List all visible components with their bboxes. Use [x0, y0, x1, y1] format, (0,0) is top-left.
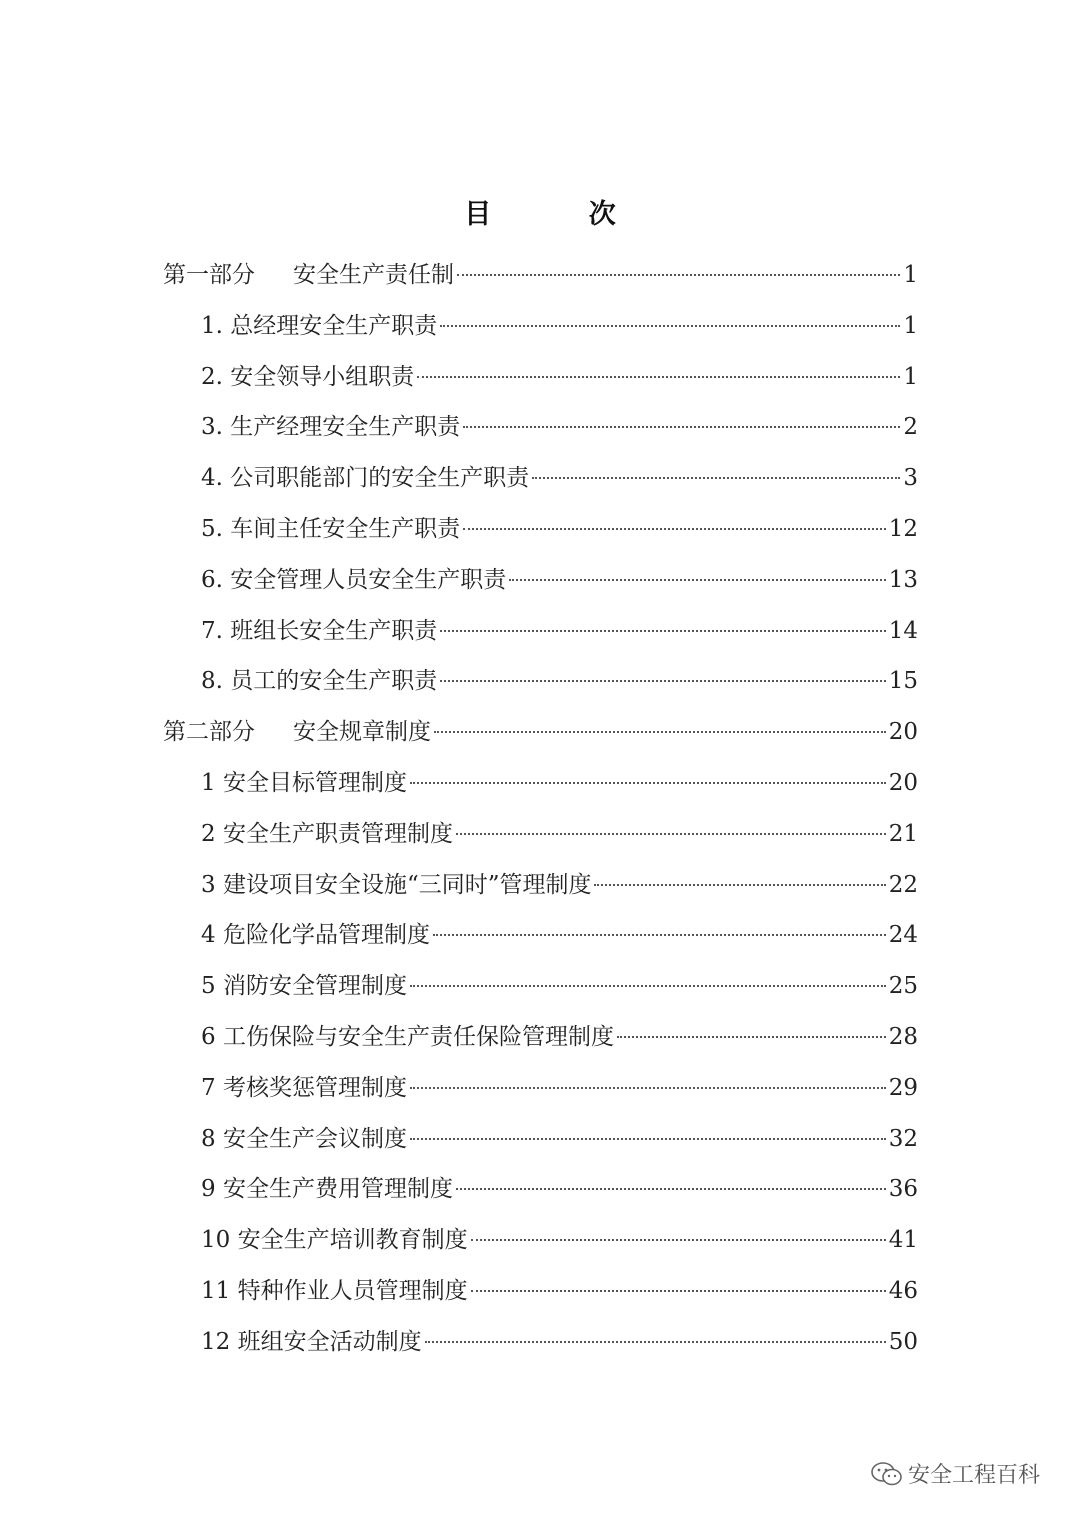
toc-entry-title: 10 安全生产培训教育制度	[201, 1227, 468, 1254]
toc-entry-label	[201, 961, 407, 1012]
toc-entry-title: 3. 生产经理安全生产职责	[201, 414, 461, 441]
toc-entry-label	[163, 707, 431, 758]
watermark	[870, 1458, 1040, 1489]
dot-leader	[410, 1087, 886, 1089]
toc-page-number: 3	[903, 465, 918, 492]
toc-entry-title: 7 考核奖惩管理制度	[201, 1074, 407, 1101]
dot-leader	[617, 1036, 886, 1038]
toc-entry-label	[201, 606, 437, 657]
dot-leader	[456, 833, 886, 835]
toc-entry	[163, 352, 918, 403]
toc-page-number: 32	[888, 1125, 918, 1152]
toc-page-number: 20	[888, 719, 918, 746]
toc-entry-label	[201, 656, 437, 707]
toc-entry-title: 1. 总经理安全生产职责	[201, 312, 438, 339]
toc-entry	[163, 301, 918, 352]
toc-page-number: 29	[888, 1074, 918, 1101]
dot-leader	[463, 528, 885, 530]
dot-leader	[440, 680, 885, 682]
toc-page-number: 28	[888, 1023, 918, 1050]
toc-page-number: 50	[888, 1328, 918, 1355]
dot-leader	[425, 1341, 886, 1343]
toc-entry-label	[201, 1215, 468, 1266]
toc-entry	[163, 504, 918, 555]
dot-leader	[532, 477, 900, 479]
toc-entry-label	[201, 402, 460, 453]
toc-page-number: 15	[888, 668, 918, 695]
toc-entry-title: 3 建设项目安全设施“三同时”管理制度	[201, 871, 592, 898]
toc-entry-label	[201, 1266, 468, 1317]
toc-page-number: 14	[888, 617, 918, 644]
toc-page-number: 36	[888, 1176, 918, 1203]
toc-entry-title: 4 危险化学品管理制度	[201, 922, 430, 949]
toc-entry	[163, 910, 918, 961]
table-of-contents	[163, 250, 918, 1368]
dot-leader	[410, 985, 886, 987]
dot-leader	[417, 376, 900, 378]
toc-page-number: 1	[903, 312, 918, 339]
toc-entry-label	[201, 1012, 614, 1063]
toc-part-heading	[163, 250, 918, 301]
toc-part-heading	[163, 707, 918, 758]
dot-leader	[410, 782, 886, 784]
toc-entry-label	[201, 504, 460, 555]
toc-entry	[163, 961, 918, 1012]
toc-entry-label	[201, 1063, 407, 1114]
toc-entry	[163, 606, 918, 657]
toc-page-number: 41	[888, 1227, 918, 1254]
toc-entry-label	[201, 860, 591, 911]
toc-entry-title: 11 特种作业人员管理制度	[201, 1277, 468, 1304]
toc-page-number: 21	[888, 820, 918, 847]
toc-page-number: 13	[888, 566, 918, 593]
toc-entry	[163, 809, 918, 860]
page-title: 目 次	[464, 199, 660, 230]
toc-entry-title: 6 工伤保险与安全生产责任保险管理制度	[201, 1023, 614, 1050]
toc-entry	[163, 1215, 918, 1266]
toc-entry-title: 2. 安全领导小组职责	[201, 363, 415, 390]
toc-entry-title: 安全生产责任制	[293, 262, 454, 288]
toc-entry	[163, 1114, 918, 1165]
wechat-icon	[870, 1461, 904, 1487]
toc-entry	[163, 453, 918, 504]
toc-page-number: 24	[888, 922, 918, 949]
toc-entry	[163, 1317, 918, 1368]
dot-leader	[456, 1188, 886, 1190]
toc-page-number: 1	[903, 262, 918, 288]
toc-entry-title: 7. 班组长安全生产职责	[201, 617, 438, 644]
dot-leader	[440, 325, 900, 327]
dot-leader	[509, 579, 885, 581]
toc-page-number: 12	[888, 515, 918, 542]
watermark-text: 安全工程百科	[907, 1463, 1040, 1488]
toc-entry	[163, 555, 918, 606]
toc-page-number: 46	[888, 1277, 918, 1304]
toc-entry	[163, 1063, 918, 1114]
dot-leader	[457, 274, 900, 276]
dot-leader	[440, 630, 885, 632]
toc-entry-title: 8. 员工的安全生产职责	[201, 668, 438, 695]
toc-entry-label	[201, 758, 407, 809]
toc-entry-title: 安全规章制度	[293, 719, 431, 746]
toc-entry	[163, 1266, 918, 1317]
toc-entry	[163, 758, 918, 809]
toc-entry-label	[201, 1164, 453, 1215]
toc-page-number: 2	[903, 414, 918, 441]
toc-entry	[163, 656, 918, 707]
toc-entry-label	[201, 352, 414, 403]
toc-entry	[163, 860, 918, 911]
toc-entry-title: 6. 安全管理人员安全生产职责	[201, 566, 507, 593]
toc-entry-label	[201, 555, 506, 606]
toc-page-number: 22	[888, 871, 918, 898]
toc-entry-title: 5. 车间主任安全生产职责	[201, 515, 461, 542]
toc-entry-title: 9 安全生产费用管理制度	[201, 1176, 453, 1203]
toc-part-number: 第二部分	[163, 719, 255, 746]
toc-entry-label	[201, 301, 437, 352]
toc-page-number: 20	[888, 769, 918, 796]
toc-entry-label	[201, 910, 430, 961]
dot-leader	[410, 1138, 886, 1140]
toc-entry-title: 5 消防安全管理制度	[201, 973, 407, 1000]
dot-leader	[471, 1290, 886, 1292]
toc-entry	[163, 1164, 918, 1215]
dot-leader	[434, 731, 886, 733]
toc-entry-title: 12 班组安全活动制度	[201, 1328, 422, 1355]
toc-entry-title: 4. 公司职能部门的安全生产职责	[201, 465, 530, 492]
toc-entry-label	[201, 1317, 422, 1368]
dot-leader	[463, 426, 900, 428]
dot-leader	[471, 1239, 886, 1241]
toc-entry	[163, 402, 918, 453]
toc-entry-title: 8 安全生产会议制度	[201, 1125, 407, 1152]
toc-page-number: 1	[903, 363, 918, 390]
dot-leader	[594, 884, 885, 886]
toc-entry-label	[201, 809, 453, 860]
toc-entry-label	[201, 453, 529, 504]
toc-entry-title: 1 安全目标管理制度	[201, 769, 407, 796]
toc-entry-title: 2 安全生产职责管理制度	[201, 820, 453, 847]
toc-entry-label	[163, 250, 454, 301]
toc-page-number: 25	[888, 973, 918, 1000]
toc-entry-label	[201, 1114, 407, 1165]
toc-part-number: 第一部分	[163, 262, 255, 288]
dot-leader	[433, 934, 886, 936]
toc-entry	[163, 1012, 918, 1063]
